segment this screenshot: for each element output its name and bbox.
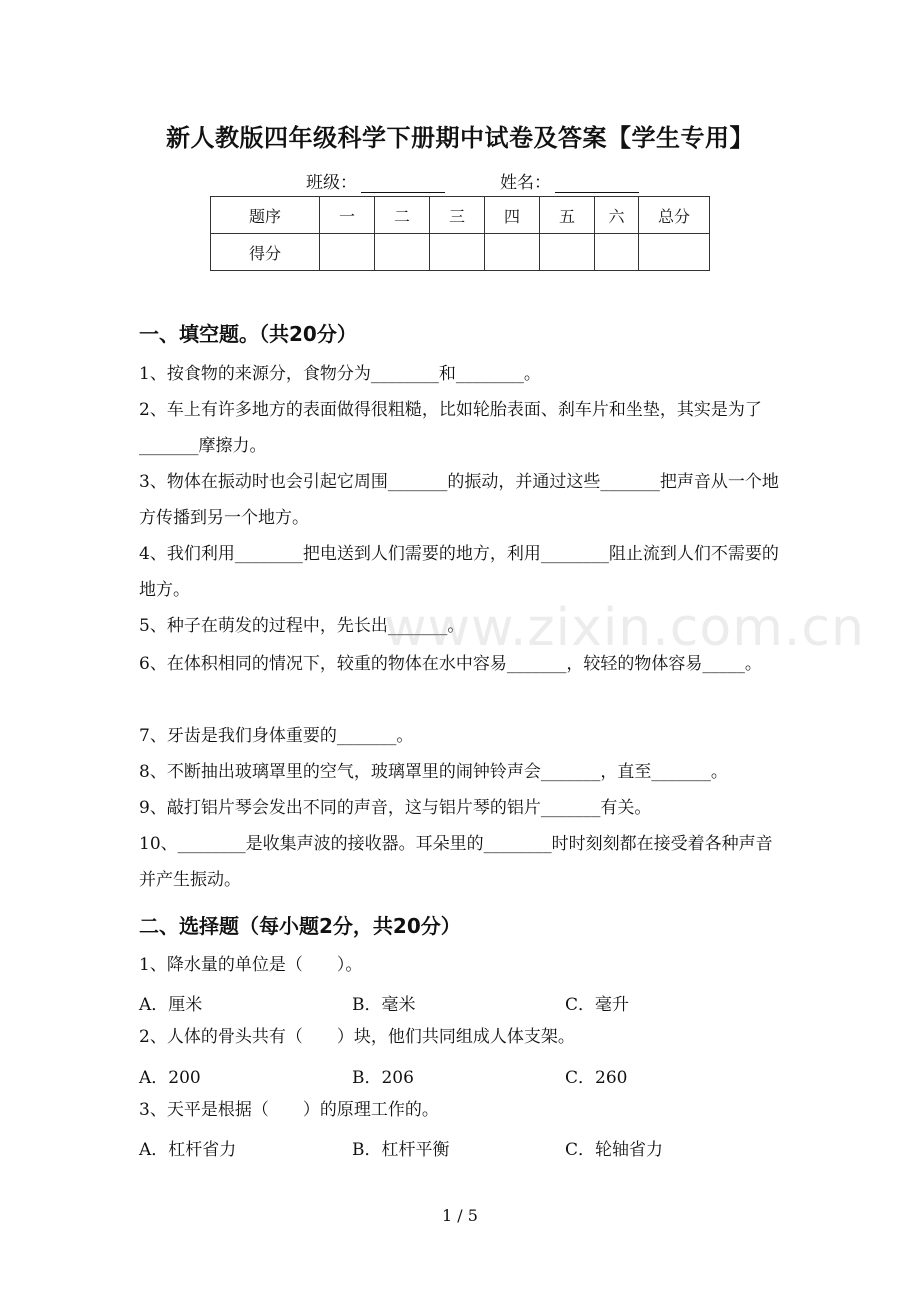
option-b: B．206 [352,1068,414,1088]
score-header-cell: 二 [375,197,430,234]
name-blank [555,174,639,193]
score-cell [485,234,540,271]
score-table [210,196,710,271]
student-info [0,166,920,192]
question-item: 3、物体在振动时也会引起它周围_______的振动，并通过这些_______把声音从一个地方传播到另一个地方。 [139,472,779,528]
score-row-label: 得分 [211,234,320,271]
option-a: A．厘米 [139,995,203,1015]
score-header-cell: 一 [320,197,375,234]
score-cell [430,234,485,271]
score-cell [320,234,375,271]
score-cell [595,234,639,271]
option-c: C．260 [565,1068,628,1088]
option-c: C．轮轴省力 [565,1140,664,1160]
question-item: 1、按食物的来源分，食物分为________和________。 [139,364,541,384]
class-field [306,168,445,193]
question-item: 8、不断抽出玻璃罩里的空气，玻璃罩里的闹钟铃声会_______，直至_______。 [139,762,728,782]
score-header-cell: 三 [430,197,485,234]
question-stem: 3、天平是根据（ ）的原理工作的。 [139,1100,439,1120]
question-item: 4、我们利用________把电送到人们需要的地方，利用________阻止流到人们不需要的地方。 [139,544,779,600]
name-label: 姓名： [500,173,551,193]
class-label: 班级： [306,173,357,193]
score-header-cell: 五 [540,197,595,234]
section-heading-fill-blank: 一、填空题。（共20分） [139,322,357,346]
score-cell [375,234,430,271]
name-field [500,168,639,193]
option-c: C．毫升 [565,995,630,1015]
question-item: 5、种子在萌发的过程中，先长出_______。 [139,616,465,636]
option-b: B．毫米 [352,995,416,1015]
exam-title: 新人教版四年级科学下册期中试卷及答案【学生专用】 [166,124,754,152]
section-heading-choice: 二、选择题（每小题2分，共20分） [139,914,461,938]
score-cell [540,234,595,271]
class-blank [361,174,445,193]
page-number: 1 / 5 [442,1206,478,1225]
score-cell [639,234,710,271]
watermark: www.zixin.com.cn [384,598,865,658]
question-item: 2、车上有许多地方的表面做得很粗糙，比如轮胎表面、刹车片和坐垫，其实是为了_______摩擦力。 [139,400,762,456]
option-a: A．200 [139,1068,201,1088]
score-header-cell: 四 [485,197,540,234]
score-table-header-row [211,197,710,234]
score-header-cell: 六 [595,197,639,234]
question-stem: 2、人体的骨头共有（ ）块，他们共同组成人体支架。 [139,1027,575,1047]
question-stem: 1、降水量的单位是（ ）。 [139,955,363,975]
question-item: 6、在体积相同的情况下，较重的物体在水中容易_______，较轻的物体容易_____。 [139,654,762,674]
option-b: B．杠杆平衡 [352,1140,450,1160]
question-item: 7、牙齿是我们身体重要的_______。 [139,726,414,746]
score-header-cell: 总分 [639,197,710,234]
question-item: 10、________是收集声波的接收器。耳朵里的________时时刻刻都在接受着各种声音并产生振动。 [139,834,773,890]
question-item: 9、敲打铝片琴会发出不同的声音，这与铝片琴的铝片_______有关。 [139,798,652,818]
score-table-score-row [211,234,710,271]
score-header-cell: 题序 [211,197,320,234]
option-a: A．杠杆省力 [139,1140,237,1160]
